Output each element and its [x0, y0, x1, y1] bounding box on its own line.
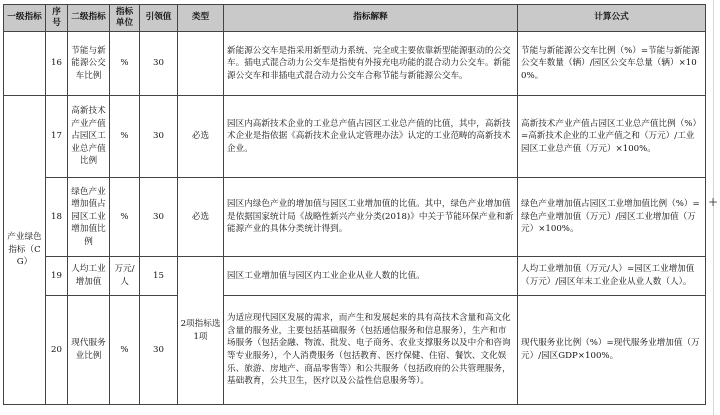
- row-name: 绿色产业增加值占园区工业增加值比例: [68, 178, 110, 257]
- row-unit: %: [110, 32, 140, 96]
- indicator-table: [3, 4, 706, 405]
- row-value: 30: [140, 96, 178, 178]
- row-name: 人均工业增加值: [68, 257, 110, 296]
- table-row: [4, 257, 706, 296]
- table-header-row: [4, 5, 706, 32]
- level1-blank-cell: [4, 32, 46, 96]
- row-formula: 现代服务业比例（%）=现代服务业增加值（万元）/园区GDP×100%。: [518, 296, 706, 405]
- row-value: 30: [140, 178, 178, 257]
- row-name: 节能与新能源公交车比例: [68, 32, 110, 96]
- row-value: 15: [140, 257, 178, 296]
- row-unit: 万元/人: [110, 257, 140, 296]
- row-type: [178, 32, 224, 96]
- indicator-table-page: [3, 4, 705, 405]
- row-type: 必选: [178, 178, 224, 257]
- row-type-merged: 2项指标选1项: [178, 257, 224, 405]
- row-unit: %: [110, 296, 140, 405]
- header-level2: 二级指标: [68, 5, 110, 32]
- row-no: 17: [46, 96, 68, 178]
- row-value: 30: [140, 32, 178, 96]
- row-formula: 高新技术产业产值占园区工业总产值比例（%）=高新技术企业的工业产值之和（万元）/工业园区工业总产值（万元）×100%。: [518, 96, 706, 178]
- row-explain: 为适应现代园区发展的需求，而产生和发展起来的具有高技术含量和高文化含量的服务业，主要包括基础服务（包括通信服务和信息服务），生产和市场服务（包括金融、物流、批发、电子商务、农业支撑服务以及中介和咨询等专业服务），个人消费服务（包括教育、医疗保健、住宿、餐饮、文化娱乐、旅游、房地产、商品零售等）和公共服务（包括政府的公共管理服务，基础教育，公共卫生，医疗以及公益性信息服务等）。: [224, 296, 518, 405]
- header-unit: 指标单位: [110, 5, 140, 32]
- row-no: 18: [46, 178, 68, 257]
- row-formula: 节能与新能源公交车比例（%）=节能与新能源公交车数量（辆）/园区公交车总量（辆）×100%。: [518, 32, 706, 96]
- category-cell: 产业绿色指标（CG）: [4, 96, 46, 405]
- table-row: [4, 32, 706, 96]
- header-formula: 计算公式: [518, 5, 706, 32]
- row-explain: 园区工业增加值与园区内工业企业从业人数的比值。: [224, 257, 518, 296]
- expand-plus-icon[interactable]: +: [708, 195, 719, 209]
- table-row: [4, 178, 706, 257]
- table-row: [4, 96, 706, 178]
- row-no: 19: [46, 257, 68, 296]
- header-value: 引领值: [140, 5, 178, 32]
- row-explain: 园区内高新技术企业的工业总产值占园区工业总产值的比值，其中，高新技术企业是指依据《高新技术企业认定管理办法》认定的工业范畴的高新技术企业。: [224, 96, 518, 178]
- row-explain: 园区内绿色产业的增加值与园区工业增加值的比值。其中，绿色产业增加值是依据国家统计局《战略性新兴产业分类(2018)》中关于节能环保产业和新能源产业的具体分类统计得到。: [224, 178, 518, 257]
- row-no: 16: [46, 32, 68, 96]
- row-name: 高新技术产业产值占园区工业总产值比例: [68, 96, 110, 178]
- row-value: 30: [140, 296, 178, 405]
- header-explain: 指标解释: [224, 5, 518, 32]
- row-formula: 绿色产业增加值占园区工业增加值比例（%）=绿色产业增加值（万元）/园区工业增加值（万元）×100%。: [518, 178, 706, 257]
- row-name: 现代服务业比例: [68, 296, 110, 405]
- row-unit: %: [110, 178, 140, 257]
- row-formula: 人均工业增加值（万元/人）=园区工业增加值（万元）/园区年末工业企业从业人数（人）。: [518, 257, 706, 296]
- header-level1: 一级指标: [4, 5, 46, 32]
- row-no: 20: [46, 296, 68, 405]
- header-no: 序号: [46, 5, 68, 32]
- row-unit: %: [110, 96, 140, 178]
- table-row: [4, 296, 706, 405]
- row-type: 必选: [178, 96, 224, 178]
- header-type: 类型: [178, 5, 224, 32]
- row-explain: 新能源公交车是指采用新型动力系统、完全或主要依靠新型能源驱动的公交车。插电式混合动力公交车是指使有外接充电功能的混合动力公交车。新能源公交车和非插电式混合动力公交车合称节能与新能源公交车。: [224, 32, 518, 96]
